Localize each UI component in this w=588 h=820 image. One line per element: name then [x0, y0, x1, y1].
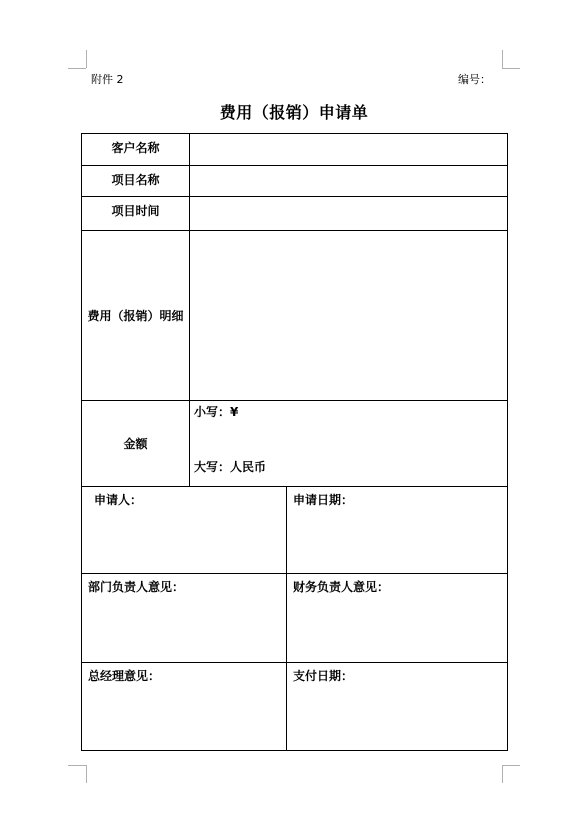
crop-mark-bottom-right-h — [502, 765, 520, 766]
expense-details-label: 费用（报销）明细 — [87, 309, 184, 323]
amount-field[interactable] — [189, 400, 508, 487]
crop-mark-bottom-right-v — [502, 765, 503, 783]
expense-details-field[interactable] — [189, 230, 508, 401]
crop-mark-bottom-left-h — [68, 765, 86, 766]
applicant-label: 申请人： — [94, 493, 143, 507]
gm-opinion-cell[interactable] — [81, 662, 287, 751]
finance-head-opinion-label: 财务负责人意见： — [293, 580, 390, 594]
gm-opinion-label: 总经理意见： — [88, 669, 161, 683]
applicant-cell[interactable] — [81, 486, 287, 574]
crop-mark-top-left-h — [68, 68, 86, 69]
serial-number-label: 编号： — [458, 73, 491, 86]
form-title: 费用（报销）申请单 — [219, 103, 369, 122]
crop-mark-bottom-left-v — [86, 765, 87, 783]
payment-date-cell[interactable] — [286, 662, 508, 751]
expense-details-label-cell — [81, 230, 190, 401]
client-name-label-cell — [81, 133, 190, 166]
attachment-label: 附件 2 — [91, 73, 124, 86]
amount-lowercase-label: 小写：¥ — [194, 405, 239, 419]
project-time-field[interactable] — [189, 196, 508, 231]
crop-mark-top-right-v — [502, 50, 503, 68]
client-name-label: 客户名称 — [111, 141, 160, 155]
apply-date-cell[interactable] — [286, 486, 508, 574]
amount-label-cell — [81, 400, 190, 487]
project-time-label: 项目时间 — [111, 204, 160, 218]
finance-head-opinion-cell[interactable] — [286, 573, 508, 663]
project-name-field[interactable] — [189, 165, 508, 197]
project-name-label-cell — [81, 165, 190, 197]
payment-date-label: 支付日期： — [293, 669, 354, 683]
client-name-field[interactable] — [189, 133, 508, 166]
crop-mark-top-right-h — [502, 68, 520, 69]
apply-date-label: 申请日期： — [293, 493, 354, 507]
dept-head-opinion-cell[interactable] — [81, 573, 287, 663]
project-time-label-cell — [81, 196, 190, 231]
amount-label: 金额 — [123, 437, 148, 451]
dept-head-opinion-label: 部门负责人意见： — [88, 580, 185, 594]
project-name-label: 项目名称 — [111, 173, 160, 187]
crop-mark-top-left-v — [86, 50, 87, 68]
amount-uppercase-label: 大写：人民币 — [194, 460, 267, 474]
